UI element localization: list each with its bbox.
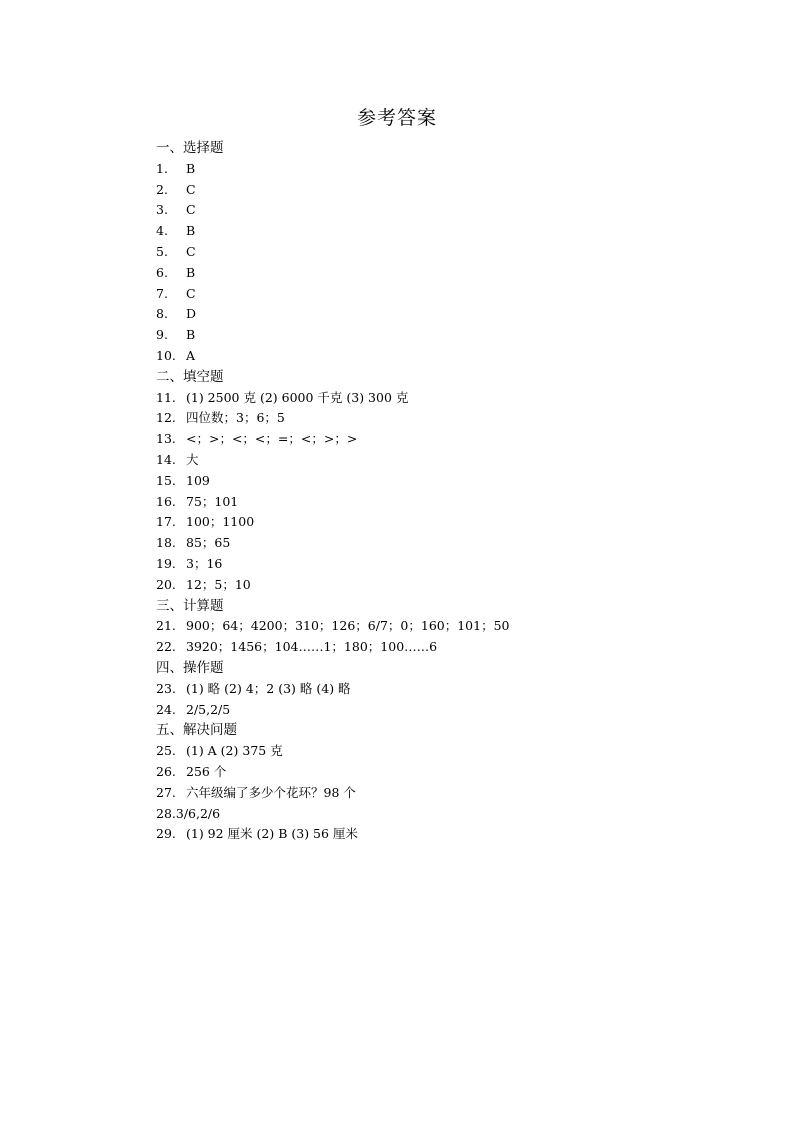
answer-item-13 (156, 429, 716, 450)
item-answer: D (186, 306, 197, 322)
item-answer: 109 (186, 472, 210, 488)
item-number: 25. (156, 743, 176, 759)
item-number: 27. (156, 784, 176, 800)
answer-item-17 (156, 512, 716, 533)
answer-item-18 (156, 533, 716, 554)
answer-item-11 (156, 388, 716, 409)
item-number: 2. (156, 181, 168, 197)
item-answer: 256 个 (186, 763, 227, 779)
answer-item-2 (156, 180, 716, 201)
answer-item-16 (156, 492, 716, 513)
answer-item-12 (156, 408, 716, 429)
item-answer: 大 (186, 451, 199, 467)
item-number: 10. (156, 347, 176, 363)
item-number: 7. (156, 285, 168, 301)
item-answer: C (186, 243, 196, 259)
answer-item-5 (156, 242, 716, 263)
item-number: 6. (156, 264, 168, 280)
item-number: 14. (156, 451, 176, 467)
item-number: 5. (156, 243, 168, 259)
answer-item-27 (156, 783, 716, 804)
item-answer: 100；1100 (186, 514, 255, 530)
section-heading-problem-solving: 五、解决问题 (156, 722, 237, 739)
item-number: 24. (156, 701, 176, 717)
item-answer: (1) A (2) 375 克 (186, 743, 283, 759)
answer-item-24 (156, 700, 716, 721)
item-number: 28. (156, 805, 176, 821)
item-answer: 12；5；10 (186, 576, 251, 592)
answer-item-25 (156, 741, 716, 762)
item-answer: B (186, 160, 196, 176)
item-answer: B (186, 264, 196, 280)
answer-item-26 (156, 762, 716, 783)
answer-item-9 (156, 325, 716, 346)
answer-item-28 (156, 804, 716, 825)
item-answer: A (186, 347, 196, 363)
answer-item-7 (156, 284, 716, 305)
answer-item-3 (156, 200, 716, 221)
item-answer: 四位数；3；6；5 (186, 410, 285, 426)
item-number: 22. (156, 639, 176, 655)
item-answer: 85；65 (186, 535, 231, 551)
item-answer: 75；101 (186, 493, 239, 509)
item-answer: B (186, 327, 196, 343)
answer-list (156, 138, 716, 845)
answer-item-15 (156, 471, 716, 492)
item-answer: C (186, 285, 196, 301)
item-answer: 3/6,2/6 (175, 805, 221, 821)
answer-item-23 (156, 679, 716, 700)
item-answer: C (186, 181, 196, 197)
item-answer: C (186, 202, 196, 218)
item-number: 23. (156, 680, 176, 696)
item-answer: 六年级编了多少个花环？98 个 (186, 784, 356, 800)
answer-item-8 (156, 304, 716, 325)
section-heading-calculation: 三、计算题 (156, 597, 224, 614)
answer-item-20 (156, 575, 716, 596)
item-answer: 2/5,2/5 (186, 701, 231, 717)
section-heading-choice: 一、选择题 (156, 140, 224, 156)
item-number: 1. (156, 160, 168, 176)
item-number: 29. (156, 826, 176, 842)
answer-item-21 (156, 616, 716, 637)
item-number: 9. (156, 327, 168, 343)
answer-item-10 (156, 346, 716, 367)
section-heading-operation: 四、操作题 (156, 659, 224, 676)
item-answer: (1) 2500 克 (2) 6000 千克 (3) 300 克 (186, 389, 409, 405)
answer-item-22 (156, 637, 716, 658)
item-answer: B (186, 223, 196, 239)
item-number: 18. (156, 535, 176, 551)
item-answer: 3920；1456；104……1；180；100……6 (186, 639, 438, 655)
item-number: 15. (156, 472, 176, 488)
answer-item-19 (156, 554, 716, 575)
answer-item-1 (156, 159, 716, 180)
item-number: 13. (156, 431, 176, 447)
item-answer: 900；64；4200；310；126；6/7；0；160；101；50 (186, 618, 510, 634)
item-answer: (1) 92 厘米 (2) B (3) 56 厘米 (186, 826, 358, 842)
item-number: 21. (156, 618, 176, 634)
item-number: 8. (156, 306, 168, 322)
item-answer: <；>；<；<；=；<；>；> (186, 431, 358, 447)
item-number: 11. (156, 389, 176, 405)
item-number: 16. (156, 493, 176, 509)
item-number: 20. (156, 576, 176, 592)
page-title: 参考答案 (356, 107, 437, 129)
answer-item-6 (156, 263, 716, 284)
section-heading-fill-blank: 二、填空题 (156, 368, 224, 385)
answer-item-4 (156, 221, 716, 242)
item-number: 19. (156, 555, 176, 571)
item-number: 4. (156, 223, 168, 239)
item-number: 3. (156, 202, 168, 218)
item-answer: 3；16 (186, 555, 223, 571)
answer-item-14 (156, 450, 716, 471)
item-number: 12. (156, 410, 176, 426)
item-answer: (1) 略 (2) 4；2 (3) 略 (4) 略 (186, 680, 351, 696)
item-number: 26. (156, 763, 176, 779)
answer-item-29 (156, 824, 716, 845)
item-number: 17. (156, 514, 176, 530)
